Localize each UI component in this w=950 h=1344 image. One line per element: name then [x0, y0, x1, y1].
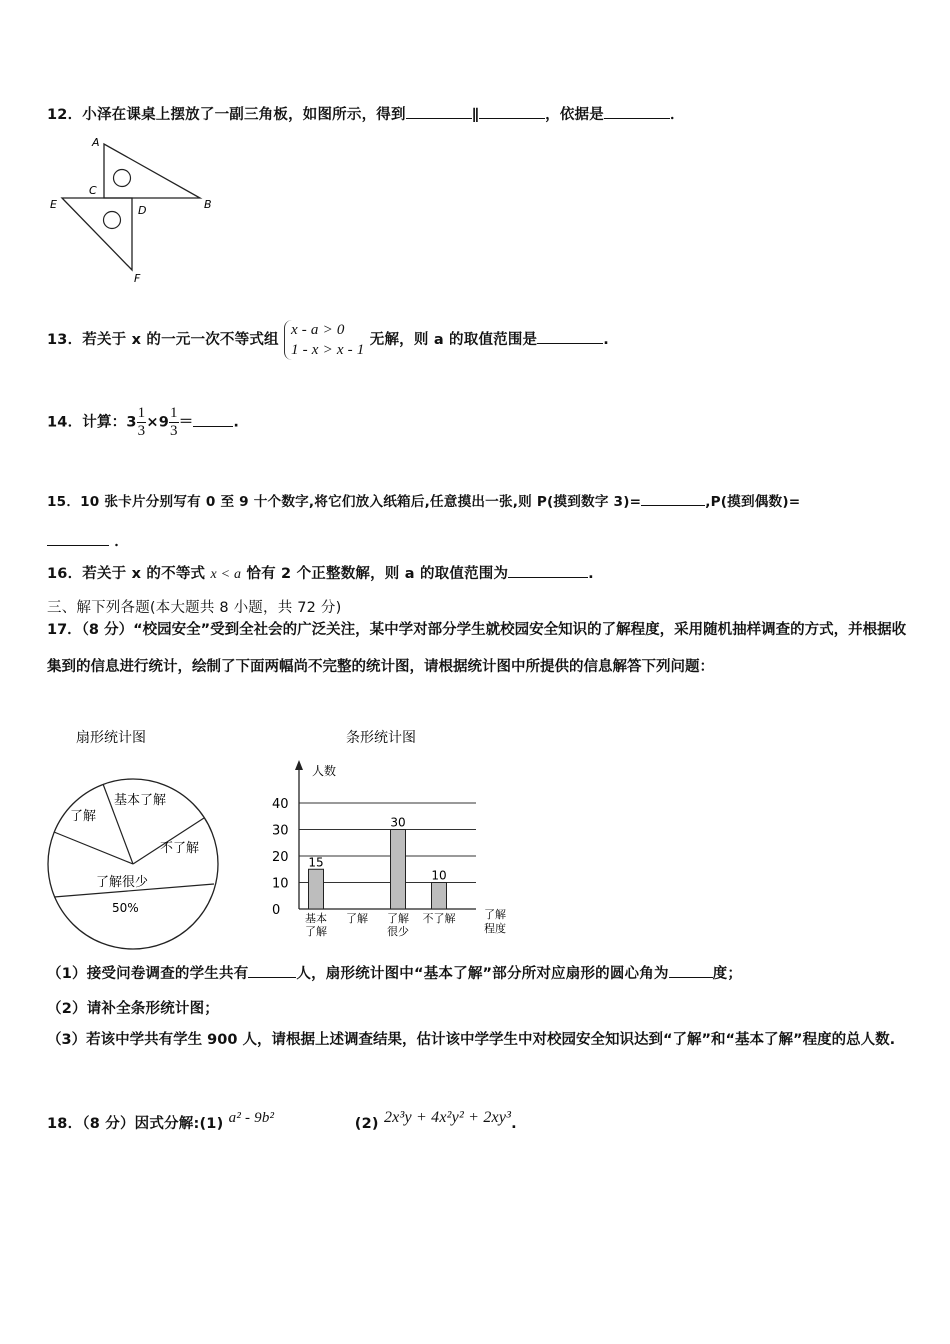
y-tick-label: 10 [272, 876, 289, 892]
bar-chart [266, 726, 518, 942]
x-tick-label: 了解 [346, 912, 368, 925]
pie-label: 基本了解 [114, 793, 167, 808]
triangle-edf [62, 198, 132, 270]
pie-label: 不了解 [160, 841, 200, 856]
question-18: 18．（8 分）因式分解:(1) a² - 9b² (2) 2x³y + 4x²y² + 2xy³. [47, 1109, 517, 1132]
answer-blank[interactable] [508, 565, 588, 578]
triangle-hole [114, 170, 131, 187]
triangle-abc [104, 144, 200, 198]
answer-blank[interactable] [47, 533, 109, 546]
bar-value-label: 30 [390, 815, 406, 830]
answer-blank[interactable] [248, 965, 296, 978]
bar-value-label: 10 [431, 868, 447, 883]
x-tick-label: 基本了解 [305, 912, 327, 938]
label-f: F [134, 272, 141, 285]
question-17-part3: （3）若该中学共有学生 900 人，请根据上述调查结果，估计该中学学生中对校园安全知识达到“了解”和“基本了解”程度的总人数. [47, 1032, 896, 1048]
pie-percent: 50% [112, 901, 139, 915]
pie-title: 扇形统计图 [76, 730, 146, 746]
question-14: 14．计算：3 $\frac{1}{3}$ ×9 $\frac{1}{3}$ ＝ . [47, 405, 240, 439]
pie-chart [44, 726, 230, 958]
bar [391, 830, 406, 910]
fraction: $\frac{1}{3}$ [137, 405, 146, 439]
question-13: 13．若关于 x 的一元一次不等式组 x - a > 0 1 - x > x - 1 无解，则 a 的取值范围是 . [47, 322, 609, 358]
question-17-part2: （2）请补全条形统计图； [47, 1001, 219, 1017]
answer-blank[interactable] [193, 414, 233, 427]
answer-blank[interactable] [669, 965, 713, 978]
bar [309, 869, 324, 909]
answer-blank[interactable] [537, 331, 603, 344]
y-axis-label: 人数 [312, 764, 337, 778]
label-d: D [138, 204, 147, 217]
answer-blank[interactable] [604, 106, 670, 119]
label-a: A [92, 136, 100, 149]
y-tick-label: 20 [272, 850, 289, 865]
question-15-line2: ． [47, 530, 129, 551]
question-16: 16．若关于 x 的不等式 x < a 恰有 2 个正整数解，则 a 的取值范围为 . [47, 566, 594, 582]
pie-label: 了解很少 [96, 875, 149, 890]
bar-title: 条形统计图 [346, 730, 416, 746]
bar-value-label: 15 [308, 855, 324, 870]
pie-divider [54, 832, 133, 864]
expression-1: a² - 9b² [228, 1110, 275, 1126]
label-e: E [50, 198, 57, 211]
y-axis-arrow [295, 760, 303, 770]
y-tick-label: 30 [272, 823, 289, 839]
inequality-system: x - a > 0 1 - x > x - 1 [284, 320, 365, 360]
pie-label: 了解 [70, 809, 97, 824]
question-17-part1: （1）接受问卷调查的学生共有 人，扇形统计图中“基本了解”部分所对应扇形的圆心角为 度； [47, 966, 743, 982]
fraction: $\frac{1}{3}$ [170, 405, 178, 439]
question-12: 12．小泽在课桌上摆放了一副三角板，如图所示，得到 ∥ ，依据是 ． [47, 107, 685, 123]
triangle-set-figure [40, 132, 230, 292]
bar [432, 883, 447, 910]
question-15: 15．10 张卡片分别写有 0 至 9 十个数字,将它们放入纸箱后,任意摸出一张,则 P(摸到数字 3)= ,P(摸到偶数)= [47, 494, 801, 510]
expression-2: 2x³y + 4x²y² + 2xy³ [383, 1109, 512, 1126]
question-17-intro: 17．（8 分）“校园安全”受到全社会的广泛关注，某中学对部分学生就校园安全知识的了解程度，采用随机抽样调查的方式，并根据收集到的信息进行统计，绘制了下面两幅尚不完整的统计图，请根据统计图中所提供的信息解答下列问题： [47, 622, 907, 675]
answer-blank[interactable] [641, 493, 705, 506]
answer-blank[interactable] [406, 106, 472, 119]
triangle-hole [104, 212, 121, 229]
x-tick-label: 了解很少 [387, 912, 409, 938]
y-tick-label: 40 [272, 797, 289, 812]
answer-blank[interactable] [479, 106, 545, 119]
label-c: C [89, 184, 97, 197]
y-tick-label: 0 [272, 903, 281, 918]
label-b: B [204, 198, 212, 211]
section-title: 三、解下列各题(本大题共 8 小题，共 72 分) [47, 600, 342, 616]
x-tick-label: 不了解 [422, 912, 456, 925]
x-axis-label: 了解程度 [484, 908, 506, 935]
